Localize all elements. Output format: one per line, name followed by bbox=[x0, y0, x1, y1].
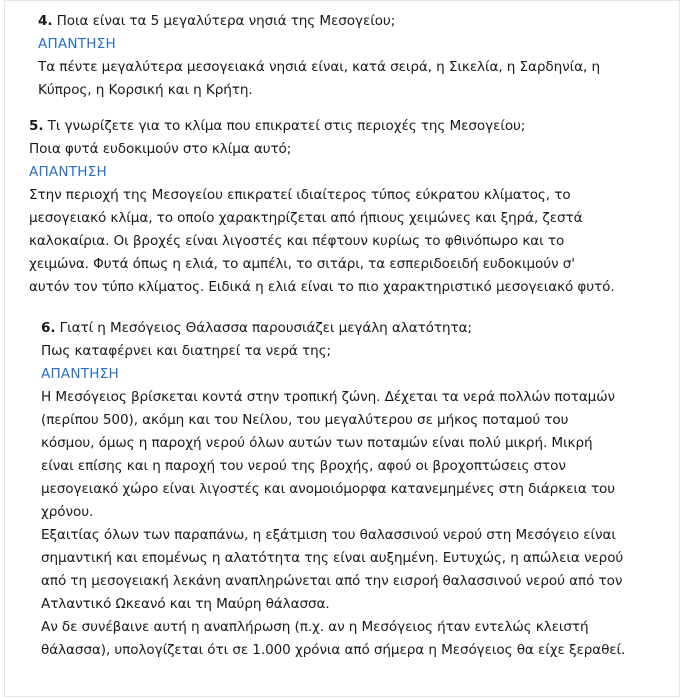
question-6-answer-line: χρόνου. bbox=[41, 504, 94, 520]
question-6-answer-line: από τη μεσογειακή λεκάνη αναπληρώνεται από την εισροή θαλασσινού νερού από τον bbox=[41, 573, 623, 589]
question-5-answer-line: αυτόν τον τύπο κλίματος. Ειδικά η ελιά είναι το πιο χαρακτηριστικό μεσογειακό φυτό. bbox=[29, 279, 615, 295]
question-6-answer-line: κόσμου, όμως η παροχή νερού όλων αυτών των ποταμών είναι πολύ μικρή. Μικρή bbox=[41, 435, 593, 451]
question-5-answer-label: ΑΠΑΝΤΗΣΗ bbox=[29, 164, 107, 180]
question-5-answer-line: μεσογειακό κλίμα, το οποίο χαρακτηρίζεται από ήπιους χειμώνες και ξηρά, ζεστά bbox=[29, 210, 583, 226]
question-5-text-line: Ποια φυτά ευδοκιμούν στο κλίμα αυτό; bbox=[29, 141, 292, 157]
question-5-heading bbox=[29, 115, 679, 138]
question-6-block bbox=[41, 317, 681, 662]
question-6-answer-line: σημαντική και επομένως η αλατότητα της είναι αυξημένη. Ευτυχώς, η απώλεια νερού bbox=[41, 550, 624, 566]
question-4-heading bbox=[38, 10, 678, 33]
document-frame bbox=[4, 0, 680, 697]
question-6-answer-line: μεσογειακό χώρο είναι λιγοστές και ανομοιόμορφα κατανεμημένες στη διάρκεια του bbox=[41, 481, 616, 497]
question-4-answer-line: Κύπρος, η Κορσική και η Κρήτη. bbox=[38, 82, 253, 98]
question-6-text-line: Πως καταφέρνει και διατηρεί τα νερά της; bbox=[41, 343, 331, 359]
question-5-number: 5. bbox=[29, 118, 44, 134]
question-4-answer-line: Τα πέντε μεγαλύτερα μεσογειακά νησιά είναι, κατά σειρά, η Σικελία, η Σαρδηνία, η bbox=[38, 59, 600, 75]
question-6-answer-line: Η Μεσόγειος βρίσκεται κοντά στην τροπική ζώνη. Δέχεται τα νερά πολλών ποταμών bbox=[41, 389, 616, 405]
question-6-number: 6. bbox=[41, 320, 56, 336]
question-6-answer-line: είναι επίσης και η παροχή του νερού της βροχής, αφού οι βροχοπτώσεις στον bbox=[41, 458, 566, 474]
question-5-text: Τι γνωρίζετε για το κλίμα που επικρατεί στις περιοχές της Μεσογείου; bbox=[47, 118, 526, 134]
question-4-number: 4. bbox=[38, 13, 53, 29]
question-6-heading bbox=[41, 317, 681, 340]
question-6-answer-line: θάλασσα), υπολογίζεται ότι σε 1.000 χρόνια από σήμερα η Μεσόγειος θα είχε ξεραθεί. bbox=[41, 642, 626, 658]
question-4-answer-label: ΑΠΑΝΤΗΣΗ bbox=[38, 36, 116, 52]
question-5-answer-line: Στην περιοχή της Μεσογείου επικρατεί ιδιαίτερος τύπος εύκρατου κλίματος, το bbox=[29, 187, 571, 203]
question-5-answer-line: χειμώνα. Φυτά όπως η ελιά, το αμπέλι, το σιτάρι, τα εσπεριδοειδή ευδοκιμούν σ' bbox=[29, 256, 575, 272]
question-6-answer-line: Εξαιτίας όλων των παραπάνω, η εξάτμιση του θαλασσινού νερού στη Μεσόγειο είναι bbox=[41, 527, 616, 543]
question-5-block bbox=[29, 115, 679, 299]
question-4-block bbox=[38, 10, 678, 102]
question-6-answer-line: Αν δε συνέβαινε αυτή η αναπλήρωση (π.χ. αν η Μεσόγειος ήταν εντελώς κλειστή bbox=[41, 619, 589, 635]
question-6-text: Γιατί η Μεσόγειος Θάλασσα παρουσιάζει μεγάλη αλατότητα; bbox=[59, 320, 472, 336]
question-6-answer-line: (περίπου 500), ακόμη και του Νείλου, του μεγαλύτερου σε μήκος ποταμού του bbox=[41, 412, 569, 428]
question-5-answer-line: καλοκαίρια. Οι βροχές είναι λιγοστές και πέφτουν κυρίως το φθινόπωρο και το bbox=[29, 233, 565, 249]
question-6-answer-label: ΑΠΑΝΤΗΣΗ bbox=[41, 366, 119, 382]
question-4-text: Ποια είναι τα 5 μεγαλύτερα νησιά της Μεσογείου; bbox=[56, 13, 396, 29]
question-6-answer-line: Ατλαντικό Ωκεανό και τη Μαύρη θάλασσα. bbox=[41, 596, 330, 612]
